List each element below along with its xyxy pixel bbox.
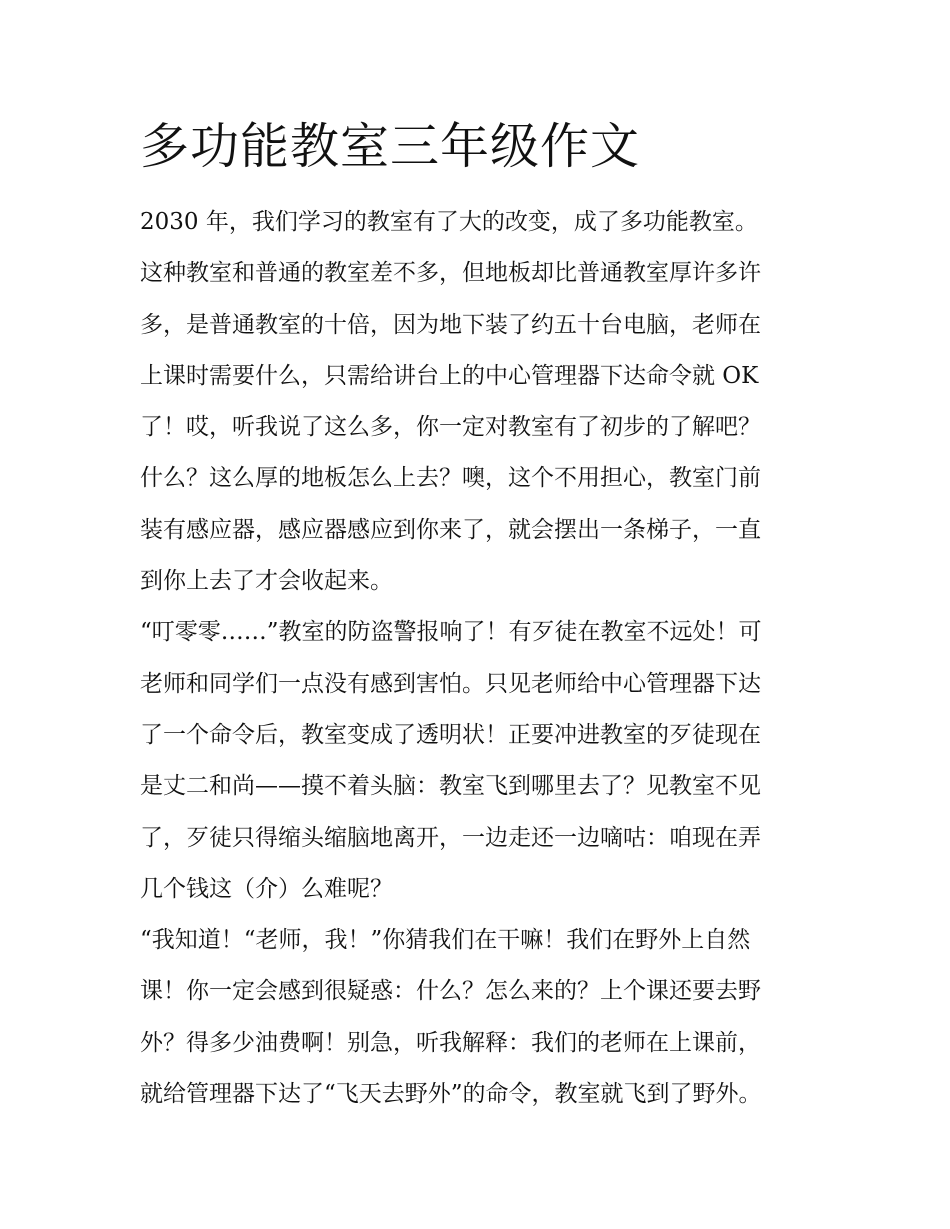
text-line: “我知道！“老师，我！”你猜我们在干嘛！我们在野外上自然 — [140, 927, 751, 954]
text-line: 了！哎，听我说了这么多，你一定对教室有了初步的了解吧？ — [140, 414, 761, 441]
text-line: “叮零零……”教室的防盗警报响了！有歹徒在教室不远处！可 — [140, 619, 762, 646]
text-line: 老师和同学们一点没有感到害怕。只见老师给中心管理器下达 — [140, 670, 761, 697]
text-line: 外？得多少油费啊！别急，听我解释：我们的老师在上课前， — [140, 1029, 761, 1056]
text-line: 上课时需要什么，只需给讲台上的中心管理器下达命令就 OK — [140, 362, 759, 389]
text-line: 了一个命令后，教室变成了透明状！正要冲进教室的歹徒现在 — [140, 721, 761, 748]
text-line: 什么？这么厚的地板怎么上去？噢，这个不用担心，教室门前 — [140, 465, 761, 492]
text-line: 是丈二和尚——摸不着头脑：教室飞到哪里去了？见教室不见 — [140, 773, 761, 800]
text-line: 课！你一定会感到很疑惑：什么？怎么来的？上个课还要去野 — [140, 978, 761, 1005]
text-line: 多，是普通教室的十倍，因为地下装了约五十台电脑，老师在 — [140, 311, 761, 338]
document-body — [140, 197, 830, 1120]
text-line: 几个钱这（介）么难呢？ — [140, 875, 393, 902]
text-line: 装有感应器，感应器感应到你来了，就会摆出一条梯子，一直 — [140, 516, 761, 543]
text-line: 就给管理器下达了“飞天去野外”的命令，教室就飞到了野外。 — [140, 1081, 762, 1108]
text-line: 到你上去了才会收起来。 — [140, 568, 393, 595]
text-line: 2030 年，我们学习的教室有了大的改变，成了多功能教室。 — [140, 209, 758, 235]
text-line: 了，歹徒只得缩头缩脑地离开，一边走还一边嘀咕：咱现在弄 — [140, 824, 761, 851]
document-title: 多功能教室三年级作文 — [140, 118, 641, 175]
text-line: 这种教室和普通的教室差不多，但地板却比普通教室厚许多许 — [140, 260, 761, 287]
